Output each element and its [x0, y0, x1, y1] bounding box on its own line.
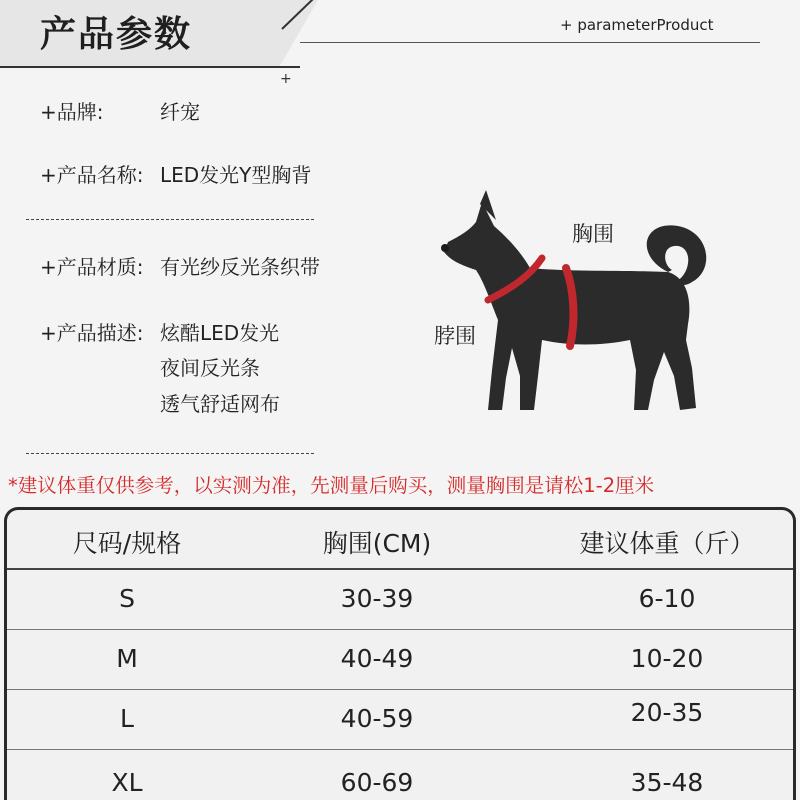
description-row — [40, 317, 144, 346]
dashed-divider — [26, 453, 314, 454]
product-name-label: +产品名称: — [40, 163, 144, 187]
chest-cell: 40-59 — [340, 704, 414, 733]
table-header-row — [7, 510, 793, 570]
material-value: 有光纱反光条织带 — [160, 255, 320, 279]
header-size: 尺码/规格 — [72, 529, 182, 558]
table-row — [7, 570, 793, 630]
chest-label: 胸围 — [572, 222, 614, 246]
table-row — [7, 750, 793, 800]
header-divider — [0, 66, 300, 68]
material-row — [40, 251, 320, 280]
dashed-divider — [26, 219, 314, 220]
table-row — [7, 630, 793, 690]
plus-mark: + — [280, 71, 292, 87]
weight-cell: 10-20 — [630, 644, 704, 673]
description-line: 炫酷LED发光 — [160, 321, 280, 345]
material-label: +产品材质: — [40, 255, 144, 279]
neck-label: 脖围 — [434, 324, 476, 348]
chest-cell: 40-49 — [340, 644, 414, 673]
weight-cell: 6-10 — [638, 584, 696, 613]
sizing-notice: *建议体重仅供参考，以实测为准，先测量后购买，测量胸围是请松1-2厘米 — [8, 474, 655, 497]
description-line: 夜间反光条 — [160, 356, 260, 380]
chest-cell: 30-39 — [340, 584, 414, 613]
table-row — [7, 690, 793, 750]
description-label: +产品描述: — [40, 321, 144, 345]
description-line: 透气舒适网布 — [160, 392, 280, 416]
brand-row — [40, 96, 200, 125]
page-title: 产品参数 — [40, 14, 193, 55]
product-name-value: LED发光Y型胸背 — [160, 163, 312, 187]
size-table — [4, 507, 796, 800]
size-cell: M — [116, 644, 138, 673]
chest-cell: 60-69 — [340, 768, 414, 797]
brand-value: 纤宠 — [160, 100, 200, 124]
header-weight: 建议体重（斤） — [579, 529, 755, 558]
header-right-line — [300, 42, 760, 43]
weight-cell: 20-35 — [630, 698, 704, 727]
header-chest: 胸围(CM) — [322, 529, 432, 558]
product-name-row — [40, 159, 312, 188]
size-cell: L — [120, 704, 134, 733]
brand-label: +品牌: — [40, 100, 104, 124]
size-cell: XL — [111, 768, 143, 797]
header-subtitle: + parameterProduct — [560, 16, 714, 34]
dog-illustration — [430, 190, 720, 430]
weight-cell: 35-48 — [630, 768, 704, 797]
size-cell: S — [119, 584, 135, 613]
